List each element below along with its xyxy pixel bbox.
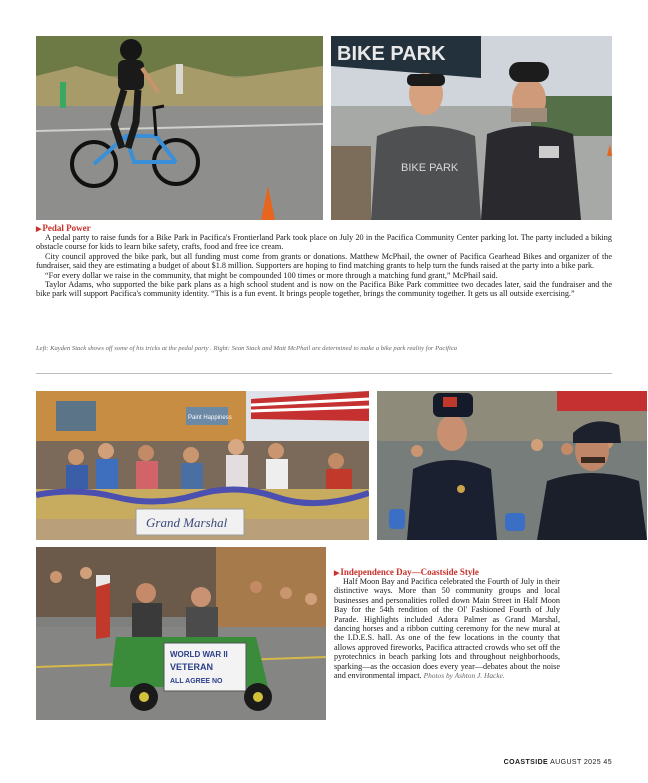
pedal-power-heading-text: Pedal Power: [42, 223, 91, 233]
page-number: 45: [603, 759, 612, 766]
section-divider: [36, 373, 612, 374]
magazine-brand: COASTSIDE: [503, 759, 549, 766]
issue-date: AUGUST 2025: [550, 759, 602, 766]
pedal-paragraph: “For every dollar we raise in the community, that might be compounded 100 times or more through a matching fund grant,” McPhail said.: [45, 270, 498, 280]
cart-sign-line: WORLD WAR II: [170, 650, 228, 659]
independence-body-text: Half Moon Bay and Pacifica celebrated the Fourth of July in their distinctive ways. More than 50 community groups and local businesses and personalities rolled down Main Street in Half Moon Bay for the 54th rendition of the Ol' Fashioned Fourth of July Parade. Highlights included Adora Palmer as Grand Marshal, dancing horses and a ribbon cutting ceremony for the new mural at the I.D.E.S. hall. As one of the few locations in the county that allows approved fireworks, Pacifica attracted crowds who set off the pyrotechnics in beach parking lots and throughout neighborhoods, sparking—as the occasion does every year—debates about the noise and environmental impact.: [334, 577, 560, 681]
photo-firefighters: [377, 391, 647, 540]
independence-day-heading: [334, 567, 479, 577]
independence-day-body: [334, 577, 560, 680]
heading-marker-icon: ▶: [36, 225, 42, 233]
photo-veteran-golf-cart: [36, 547, 326, 720]
pedal-power-body: [36, 233, 612, 299]
pedal-power-heading: [36, 223, 91, 233]
photo-kid-bmx: [36, 36, 323, 220]
page-footer: [504, 759, 612, 766]
photo-grand-marshal-float: [36, 391, 369, 540]
pedal-paragraph: A pedal party to raise funds for a Bike Park in Pacifica's Frontierland Park took place on July 20 in the Pacifica Community Center parking lot. The party included a biking obstacle course for kids to learn bike safety, crafts, food and free ice cream.: [36, 233, 612, 252]
independence-paragraph: [334, 577, 560, 680]
photo-bike-park-organizers: [331, 36, 612, 220]
shirt-print: BIKE PARK: [401, 162, 459, 174]
grand-marshal-sign: Grand Marshal: [146, 515, 228, 530]
cart-sign-line: ALL AGREE NO: [170, 678, 223, 685]
pedal-paragraph: Taylor Adams, who supported the bike park plans as a high school student and is now on the Pacifica Bike Park committee two decades later, said the fundraiser and the bike park will support Pacifica's community identity. “This is a fun event. It brings people together, brings the community together. It gets us all outside exercising.”: [36, 280, 612, 299]
pedal-photo-caption: Left: Kayden Stack shows off some of his tricks at the pedal party . Right: Sean Stack and Matt McPhail are determined to make a bike park reality for Pacifica: [36, 345, 458, 352]
shop-sign: Paint Happiness: [188, 415, 232, 421]
cart-sign-line: VETERAN: [170, 662, 214, 672]
photo-credit: Photos by Ashton J. Hacke.: [423, 671, 505, 681]
heading-marker-icon: ▶: [334, 569, 340, 577]
pedal-paragraph: City council approved the bike park, but all funding must come from grants or donations. Matthew McPhail, the owner of Pacifica Gearhead Bikes and organizer of the fundraiser, said they are estimating a budget of about $1.8 million. Supporters are hoping to find matching grants to help turn the funds raised at the party into a bike park.: [36, 251, 612, 271]
banner-bike-park: BIKE PARK: [337, 43, 446, 65]
independence-day-heading-text: Independence Day—Coastside Style: [340, 567, 479, 577]
